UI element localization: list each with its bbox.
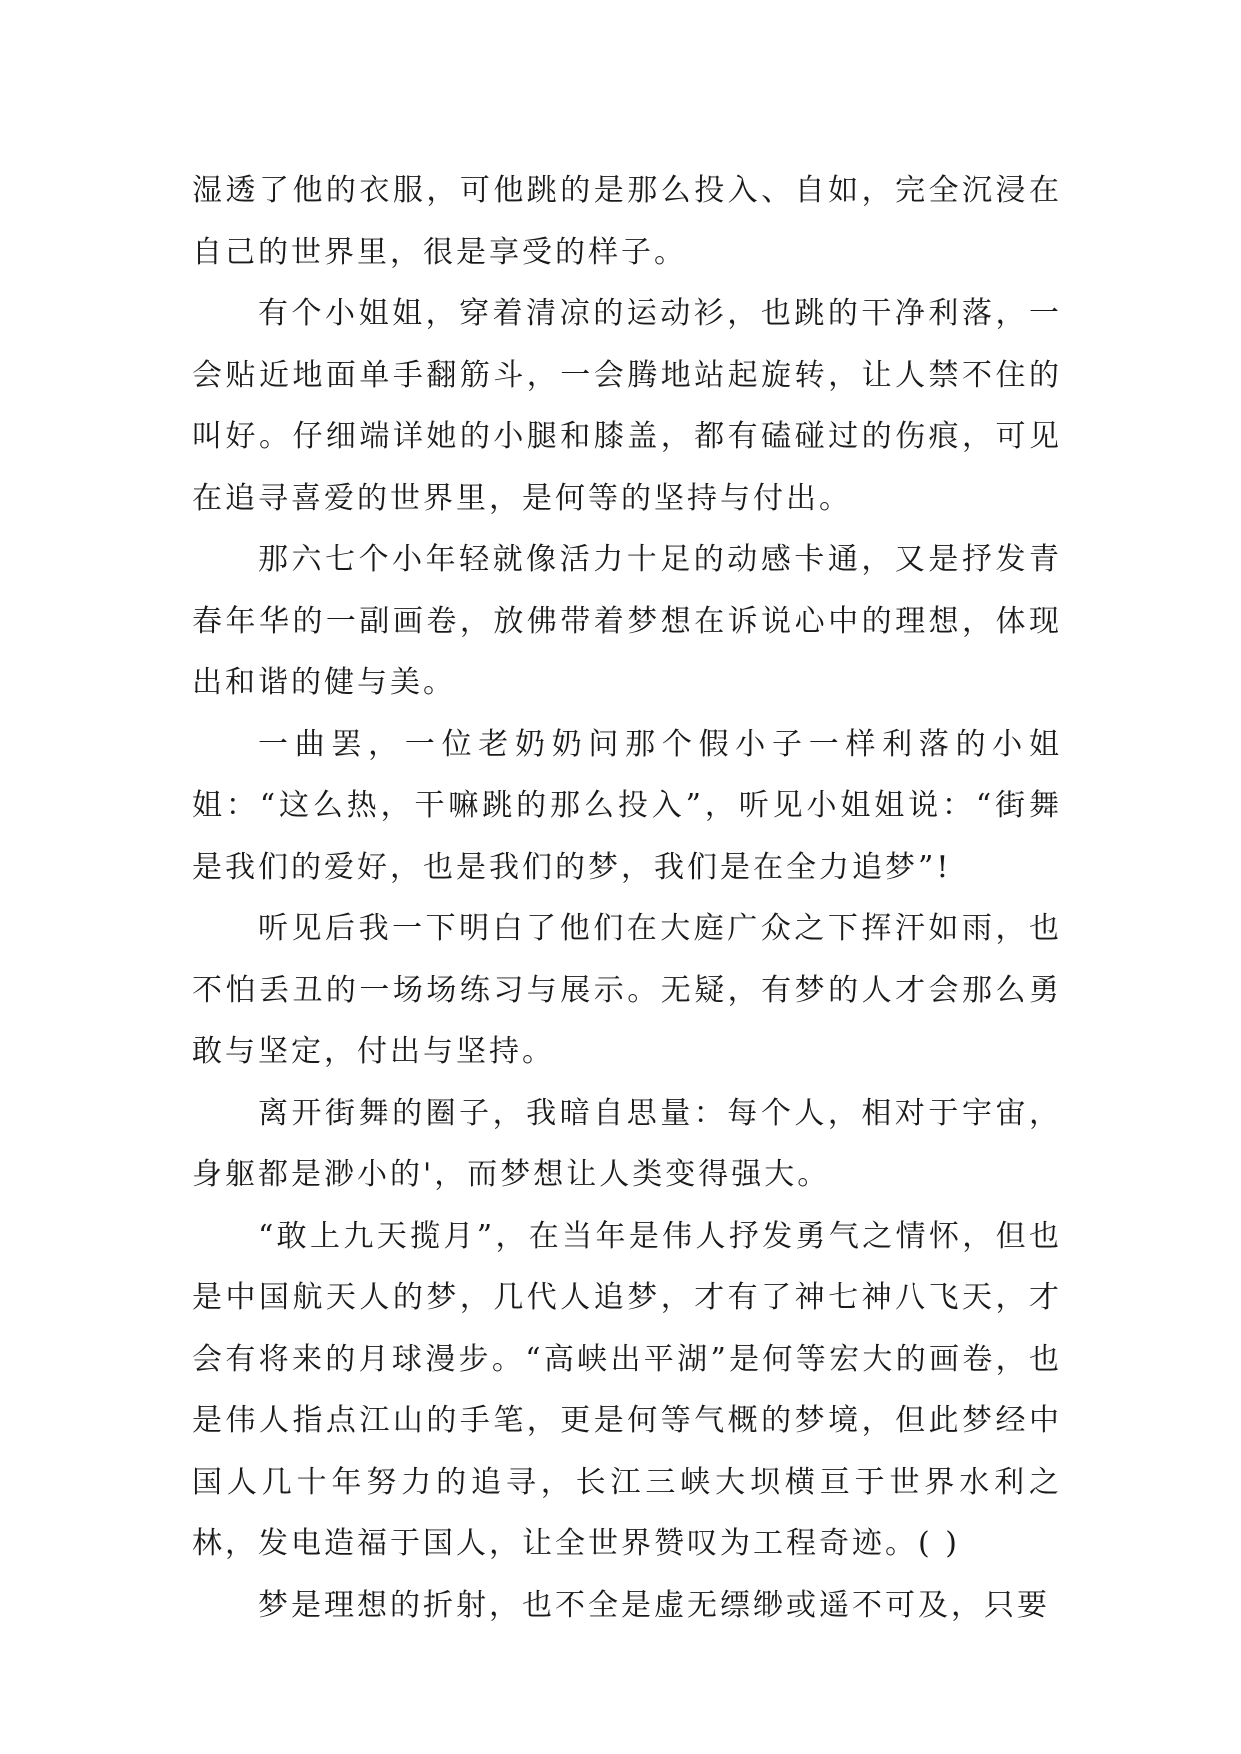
paragraph: “敢上九天揽月”，在当年是伟人抒发勇气之情怀，但也是中国航天人的梦，几代人追梦，才有了神七神八飞天，才会有将来的月球漫步。“高峡出平湖”是何等宏大的画卷，也是伟人指点江山的手笔，更是何等气概的梦境，但此梦经中国人几十年努力的追寻，长江三峡大坝横亘于世界水利之林，发电造福于国人，让全世界赞叹为工程奇迹。( ): [192, 1218, 1062, 1561]
paragraph: 听见后我一下明白了他们在大庭广众之下挥汗如雨，也不怕丢丑的一场场练习与展示。无疑，有梦的人才会那么勇敢与坚定，付出与坚持。: [192, 911, 1062, 1069]
paragraph: 梦是理想的折射，也不全是虚无缥缈或遥不可及，只要: [258, 1587, 1050, 1623]
paragraph-continuation: 湿透了他的衣服，可他跳的是那么投入、自如，完全沉浸在自己的世界里，很是享受的样子。: [192, 173, 1062, 270]
paragraph: 那六七个小年轻就像活力十足的动感卡通，又是抒发青春年华的一副画卷，放佛带着梦想在诉说心中的理想，体现出和谐的健与美。: [192, 542, 1062, 700]
body-text: [192, 160, 1062, 1636]
paragraph: 有个小姐姐，穿着清凉的运动衫，也跳的干净利落，一会贴近地面单手翻筋斗，一会腾地站起旋转，让人禁不住的叫好。仔细端详她的小腿和膝盖，都有磕碰过的伤痕，可见在追寻喜爱的世界里，是何等的坚持与付出。: [192, 296, 1062, 516]
paragraph: 一曲罢，一位老奶奶问那个假小子一样利落的小姐姐：“这么热，干嘛跳的那么投入”，听见小姐姐说：“街舞是我们的爱好，也是我们的梦，我们是在全力追梦”!: [192, 726, 1062, 885]
paragraph: 离开街舞的圈子，我暗自思量：每个人，相对于宇宙，身躯都是渺小的'，而梦想让人类变得强大。: [192, 1095, 1062, 1192]
